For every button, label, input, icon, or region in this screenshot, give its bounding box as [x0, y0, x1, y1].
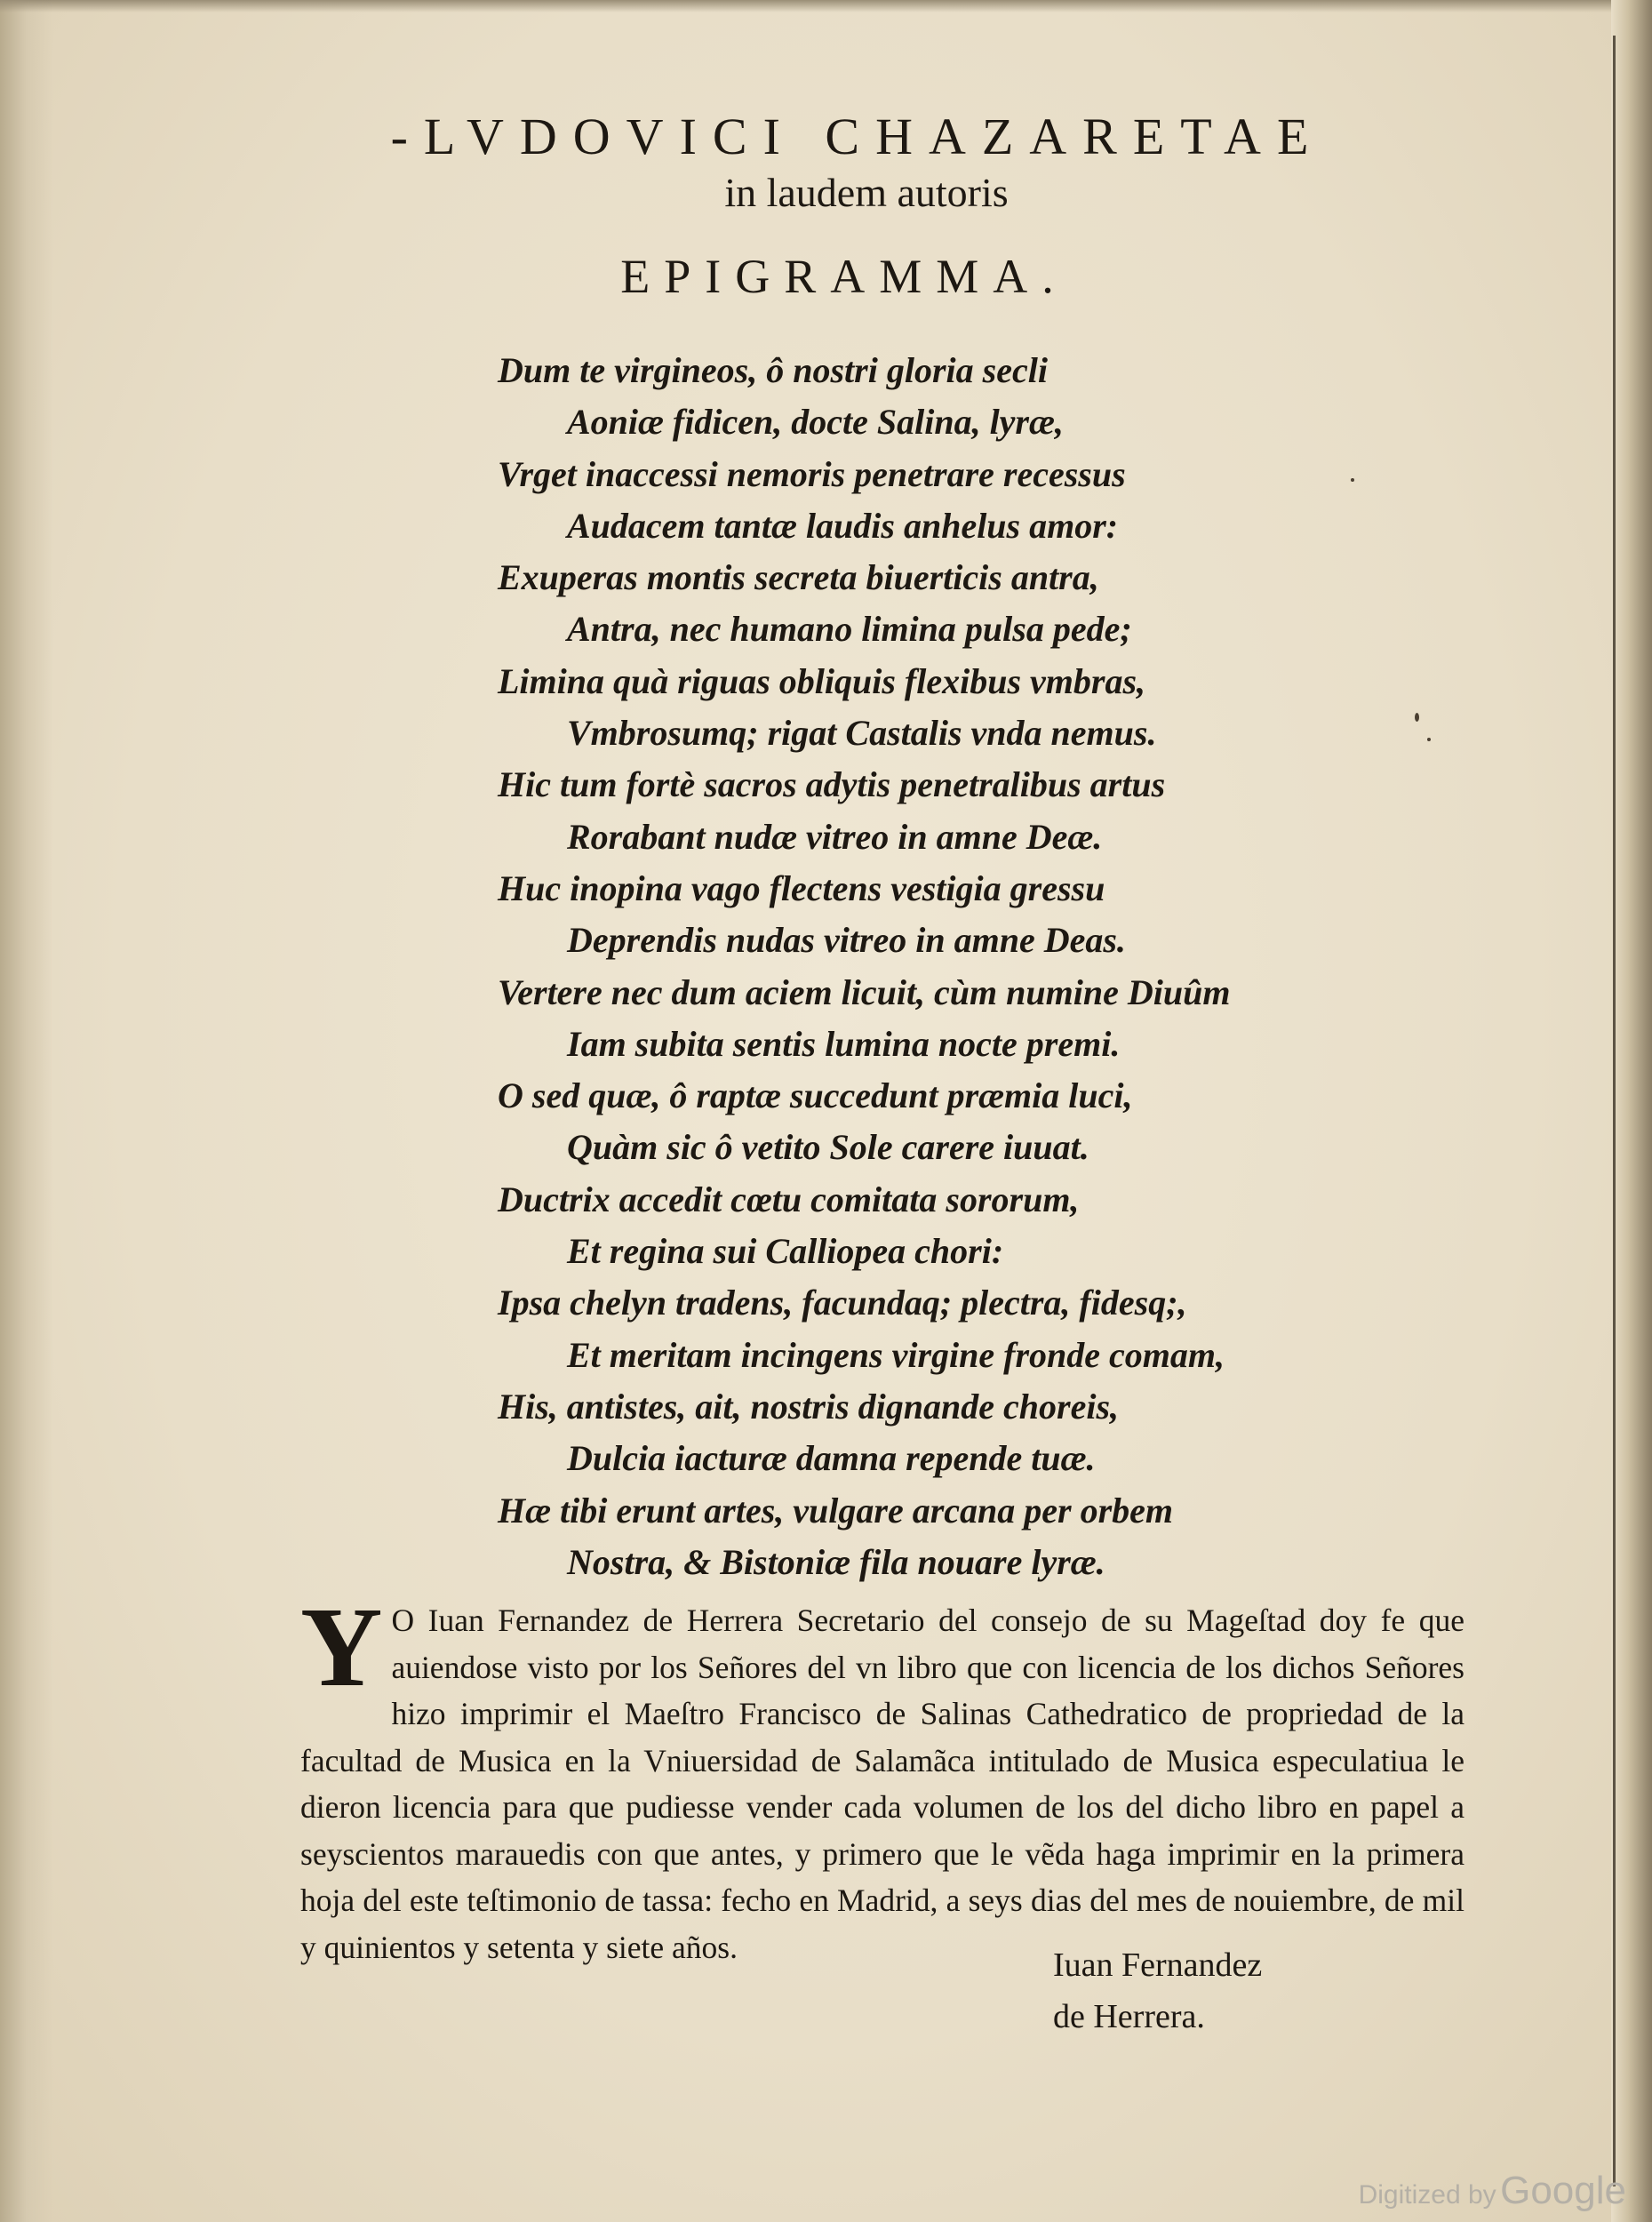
page-subtitle: in laudem autoris [724, 170, 1009, 215]
poem-line: Dum te virgineos, ô nostri gloria secli [498, 350, 1048, 390]
tasa-certificate [300, 1584, 1464, 1970]
epigram-poem [498, 345, 1386, 1588]
poem-line: Ipsa chelyn tradens, facundaq; plectra, fidesq;, [498, 1283, 1187, 1323]
ink-speck [1415, 713, 1419, 722]
poem-line: Et regina sui Calliopea chori: [567, 1231, 1004, 1272]
google-logo-text: Google [1500, 2169, 1626, 2212]
poem-line: Aoniæ fidicen, docte Salina, lyræ, [567, 402, 1064, 443]
section-heading: EPIGRAMMA. [620, 250, 1068, 303]
poem-line: Nostra, & Bistoniæ fila nouare lyræ. [567, 1541, 1105, 1582]
poem-line: Quàm sic ô vetito Sole carere iuuat. [567, 1127, 1089, 1168]
poem-line: O sed quæ, ô raptæ succedunt præmia luci, [498, 1075, 1133, 1116]
poem-line: Hic tum fortè sacros adytis penetralibus artus [498, 764, 1166, 805]
signature-surname: de Herrera. [1053, 1998, 1205, 2035]
poem-line: Hæ tibi erunt artes, vulgare arcana per orbem [498, 1490, 1174, 1531]
poem-line: Deprendis nudas vitreo in amne Deas. [567, 920, 1126, 961]
page-title: -LVDOVICI CHAZARETAE [390, 108, 1325, 165]
digitized-watermark [1324, 2169, 1626, 2213]
poem-line: Rorabant nudæ vitreo in amne Deæ. [567, 816, 1103, 857]
page-gutter-shadow [0, 0, 53, 2222]
poem-line: Dulcia iacturæ damna repende tuæ. [567, 1438, 1096, 1479]
poem-line: Ductrix accedit cœtu comitata sororum, [498, 1179, 1080, 1219]
poem-line: Audacem tantæ laudis anhelus amor: [567, 505, 1119, 546]
drop-cap: Y [300, 1584, 383, 1710]
poem-line: Vrget inaccessi nemoris penetrare recessus [498, 453, 1126, 494]
poem-line: Vmbrosumq; rigat Castalis vnda nemus. [567, 713, 1157, 754]
poem-line: Exuperas montis secreta biuerticis antra, [498, 557, 1099, 598]
page-top-shadow [0, 0, 1652, 12]
poem-line: Antra, nec humano limina pulsa pede; [567, 609, 1132, 650]
page-right-edge [1611, 0, 1652, 2222]
ink-speck [1351, 478, 1354, 482]
signature-name: Iuan Fernandez [1053, 1946, 1263, 1984]
poem-line: Limina quà riguas obliquis flexibus vmbras, [498, 660, 1146, 701]
watermark-prefix: Digitized by [1358, 2180, 1496, 2210]
poem-line: Iam subita sentis lumina nocte premi. [567, 1023, 1121, 1064]
poem-line: Et meritam incingens virgine fronde comam, [567, 1334, 1225, 1375]
signature-block [1053, 1939, 1409, 2042]
ink-speck [1427, 738, 1431, 741]
page-fold-line [1613, 36, 1616, 2186]
poem-line: His, antistes, ait, nostris dignande choreis, [498, 1386, 1120, 1427]
poem-line: Huc inopina vago flectens vestigia gressu [498, 867, 1105, 908]
poem-line: Vertere nec dum aciem licuit, cùm numine Diuûm [498, 971, 1231, 1012]
certificate-text: O Iuan Fernandez de Herrera Secretario del consejo de su Mageſtad doy fe que auiendose visto por los Señores del vn libro que con licencia de los dichos Señores hizo imprimir el Maeſtro Francisco de Salinas Cathedratico de propriedad de la facultad de Musica en la Vniuersidad de Salamãca intitulado de Musica especulatiua le dieron licencia para que pudiesse vender cada volumen de los del dicho libro en papel a seyscientos marauedis con que antes, y primero que le vẽda haga imprimir en la primera hoja del este teſtimonio de tassa: fecho en Madrid, a seys dias del mes de nouiembre, de mil y quinientos y setenta y siete años. [300, 1603, 1464, 1965]
